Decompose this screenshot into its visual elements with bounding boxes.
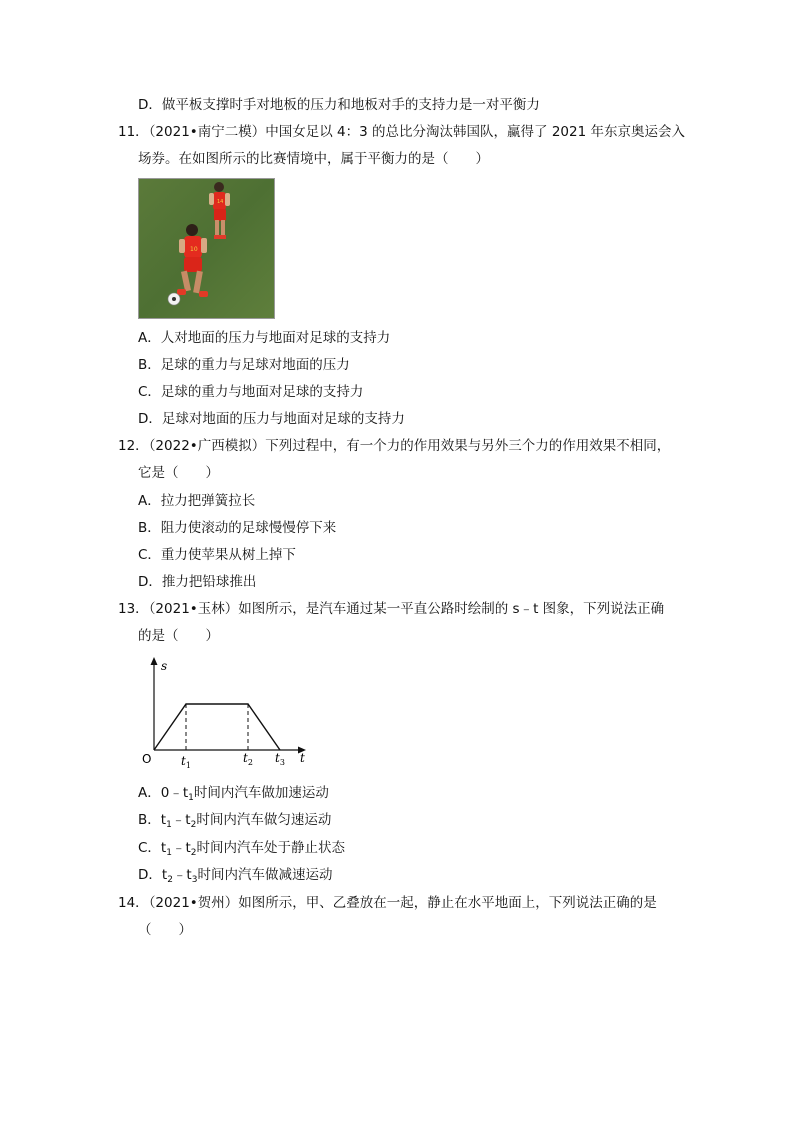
q13-option-a: A．$0﹣t_1$时间内汽车做加速运动: [138, 785, 329, 803]
q13-number: 13．: [118, 601, 149, 617]
t3-subscript: 3: [279, 758, 285, 767]
x-axis-label: t: [300, 751, 305, 765]
q11-number: 11．: [118, 124, 149, 140]
y-axis-arrow: [151, 657, 158, 665]
q11-source: （2021•南宁二模）: [148, 124, 266, 140]
q14-source: （2021•贺州）: [148, 895, 239, 911]
q11-option-c: C．足球的重力与地面对足球的支持力: [138, 384, 364, 400]
q12-stem-2: 它是（ ）: [138, 465, 219, 481]
origin-label: O: [142, 752, 152, 766]
q12-source: （2022•广西模拟）: [148, 438, 266, 454]
q13-stem-line-1: [118, 600, 664, 618]
q14-stem-line-1: [118, 894, 657, 912]
q14-stem-1: 如图所示，甲、乙叠放在一起，静止在水平地面上，下列说法正确的是: [238, 895, 657, 911]
t1-label: [181, 754, 191, 770]
svg-text:14: 14: [217, 199, 224, 205]
s-t-graph: [140, 652, 320, 772]
q12-stem-line-1: [118, 437, 670, 455]
t3-label: [275, 751, 285, 767]
q12-option-a: A．拉力把弹簧拉长: [138, 493, 256, 509]
soccer-ball: [168, 293, 180, 305]
q10-option-d: D．做平板支撑时手对地板的压力和地板对手的支持力是一对平衡力: [138, 97, 540, 113]
q13-stem-1: 如图所示，是汽车通过某一平直公路时绘制的 s﹣t 图象，下列说法正确: [238, 601, 665, 617]
t3-symbol: t: [275, 751, 280, 765]
q12-option-b: B．阻力使滚动的足球慢慢停下来: [138, 520, 337, 536]
q11-option-a: A．人对地面的压力与地面对足球的支持力: [138, 330, 391, 346]
q13-source: （2021•玉林）: [148, 601, 239, 617]
q12-number: 12．: [118, 438, 149, 454]
q13-stem-2: 的是（ ）: [138, 628, 219, 644]
q14-stem-2: （ ）: [138, 922, 192, 938]
q11-stem-1: 中国女足以 4：3 的总比分淘汰韩国队，赢得了 2021 年东京奥运会入: [265, 124, 685, 140]
t2-symbol: t: [243, 751, 248, 765]
q14-number: 14．: [118, 895, 149, 911]
q11-option-b: B．足球的重力与足球对地面的压力: [138, 357, 350, 373]
y-axis-label: s: [161, 659, 168, 673]
t1-symbol: t: [181, 754, 186, 768]
q11-stem-2: 场券。在如图所示的比赛情境中，属于平衡力的是（ ）: [138, 151, 489, 167]
q12-option-c: C．重力使苹果从树上掉下: [138, 547, 296, 563]
t1-subscript: 1: [185, 761, 191, 770]
q13-option-b: B．$t_1﹣t_2$时间内汽车做匀速运动: [138, 812, 332, 830]
s-t-curve: [154, 704, 280, 750]
q12-stem-1: 下列过程中，有一个力的作用效果与另外三个力的作用效果不相同，: [265, 438, 671, 454]
q11-option-d: D．足球对地面的压力与地面对足球的支持力: [138, 411, 405, 427]
t2-label: [243, 751, 253, 767]
soccer-match-photo: [138, 178, 275, 319]
q12-option-d: D．推力把铅球推出: [138, 574, 257, 590]
q13-option-d: D．$t_2﹣t_3$时间内汽车做减速运动: [138, 867, 333, 885]
q11-stem-line-1: [118, 123, 685, 141]
t2-subscript: 2: [247, 758, 253, 767]
q13-option-c: C．$t_1﹣t_2$时间内汽车处于静止状态: [138, 840, 345, 858]
svg-text:10: 10: [190, 246, 198, 253]
